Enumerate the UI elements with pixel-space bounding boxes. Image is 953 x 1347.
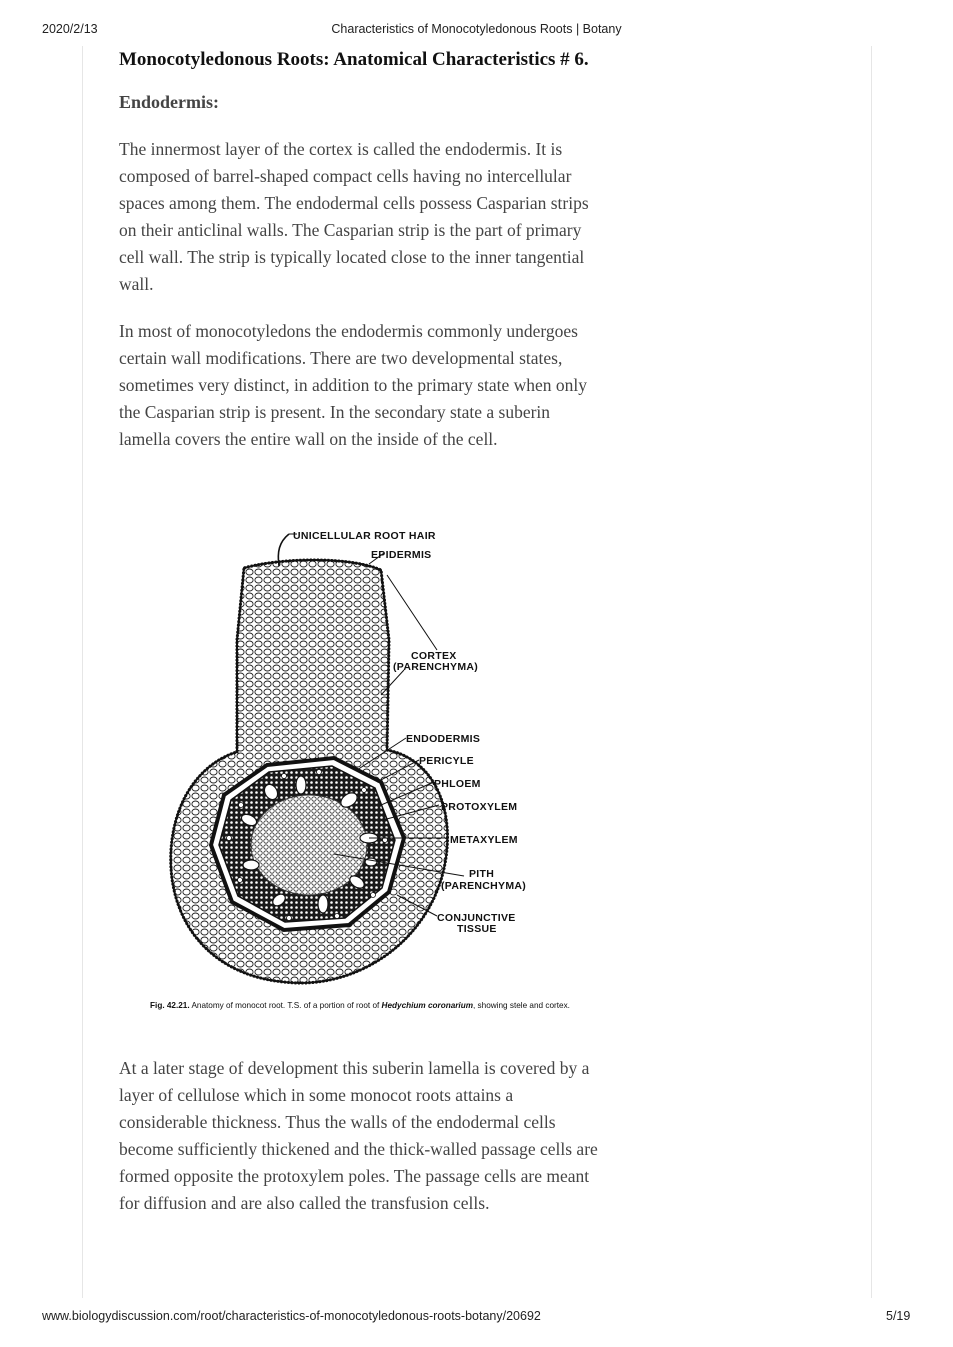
label-epidermis: EPIDERMIS — [371, 549, 432, 561]
print-page-title: Characteristics of Monocotyledonous Roots | Botany — [331, 22, 622, 36]
label-root-hair: UNICELLULAR ROOT HAIR — [293, 530, 436, 542]
print-url: www.biologydiscussion.com/root/characteristics-of-monocotyledonous-roots-botany/20692 — [42, 1309, 541, 1323]
caption-species: Hedychium coronarium — [381, 1001, 473, 1010]
section-heading: Monocotyledonous Roots: Anatomical Characteristics # 6. — [119, 49, 589, 70]
label-conjunctive-tissue: TISSUE — [457, 923, 497, 935]
label-metaxylem: METAXYLEM — [450, 834, 518, 846]
caption-text: Anatomy of monocot root. T.S. of a portion of root of — [189, 1001, 382, 1010]
paragraph-1: The innermost layer of the cortex is called the endodermis. It is composed of barrel-shaped compact cells having no intercellular spaces among them. The endodermal cells possess Casparian strips on their anticlinal walls. The Casparian strip is the part of primary cell wall. The strip is typically located close to the inner tangential wall. — [119, 139, 589, 294]
label-conjunctive: CONJUNCTIVE — [437, 912, 516, 924]
root-anatomy-figure — [119, 520, 599, 1030]
paragraph-3: At a later stage of development this suberin lamella is covered by a layer of cellulose which in some monocot roots attains a considerable thickness. Thus the walls of the endodermal cells become sufficiently thickened and the thick-walled passage cells are formed opposite the protoxylem poles. The passage cells are meant for diffusion and are also called the transfusion cells. — [119, 1058, 598, 1213]
label-cortex-parenchyma: (PARENCHYMA) — [393, 661, 479, 673]
print-page-number: 5/19 — [886, 1309, 911, 1323]
label-phloem: PHLOEM — [434, 778, 481, 790]
print-header — [0, 22, 953, 40]
caption-tail: , showing stele and cortex. — [473, 1001, 570, 1010]
label-endodermis: ENDODERMIS — [406, 733, 481, 745]
label-pith: PITH — [469, 868, 495, 880]
article-body-continued — [119, 1055, 599, 1217]
label-pith-parenchyma: (PARENCHYMA) — [441, 880, 527, 892]
label-cortex: CORTEX — [411, 650, 457, 662]
label-protoxylem: PROTOXYLEM — [441, 801, 518, 813]
article-body — [119, 46, 599, 453]
print-date: 2020/2/13 — [42, 22, 98, 36]
section-subheading: Endodermis: — [119, 92, 220, 112]
content-border-left — [82, 46, 83, 1298]
figure-caption — [124, 1001, 596, 1011]
paragraph-2: In most of monocotyledons the endodermis commonly undergoes certain wall modifications. There are two developmental states, sometimes very distinct, in addition to the primary state when only the Casparian strip is present. In the secondary state a suberin lamella covers the entire wall on the inside of the cell. — [119, 321, 588, 449]
label-pericycle: PERICYLE — [419, 755, 474, 767]
caption-figure-number: Fig. 42.21. — [150, 1001, 190, 1010]
content-border-right — [871, 46, 872, 1298]
root-cross-section-diagram — [119, 520, 599, 1000]
